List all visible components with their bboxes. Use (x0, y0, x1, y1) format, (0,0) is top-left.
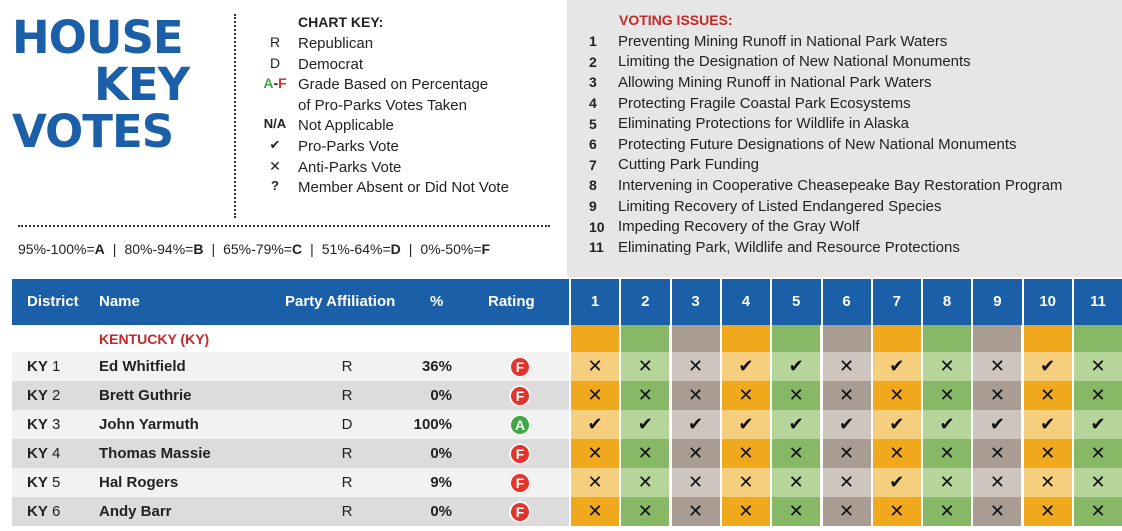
pro-parks-vote-icon: ✔ (871, 352, 921, 381)
key-row (252, 55, 562, 76)
rating-badge: A (509, 414, 531, 436)
anti-parks-vote-icon: ✕ (569, 352, 619, 381)
anti-parks-vote-icon: ✕ (670, 381, 720, 410)
key-symbol: ✔ (269, 136, 281, 152)
state-color-strip (921, 325, 971, 352)
issue-text: Preventing Mining Runoff in National Park Waters (618, 32, 948, 50)
issue-text: Protecting Fragile Coastal Park Ecosystems (618, 94, 911, 112)
district-state: KY (27, 445, 48, 462)
grade-scale (18, 241, 490, 257)
scale-grade: C (291, 241, 303, 257)
pro-parks-percentage: 100% (413, 416, 452, 433)
anti-parks-vote-icon: ✕ (1072, 381, 1122, 410)
table-row (12, 468, 1122, 497)
scale-range: 51%-64%= (321, 241, 391, 257)
anti-parks-vote-icon: ✕ (871, 439, 921, 468)
key-symbol (252, 75, 298, 91)
vote-column-header: 11 (1072, 279, 1122, 325)
anti-parks-vote-icon: ✕ (821, 468, 871, 497)
row-background (12, 468, 569, 497)
key-symbol: D (269, 54, 281, 71)
anti-parks-vote-icon: ✕ (569, 439, 619, 468)
row-background (12, 381, 569, 410)
scale-separator: | (310, 241, 314, 257)
key-text: Anti-Parks Vote (298, 158, 402, 176)
anti-parks-vote-icon: ✕ (1022, 439, 1072, 468)
party-affiliation: R (341, 445, 353, 462)
state-color-strip (619, 325, 669, 352)
scale-separator: | (112, 241, 117, 257)
row-background (12, 439, 569, 468)
pro-parks-vote-icon: ✔ (921, 410, 971, 439)
vote-column-header: 2 (619, 279, 669, 325)
pro-parks-vote-icon: ✔ (971, 410, 1021, 439)
anti-parks-vote-icon: ✕ (619, 497, 669, 526)
header-party: Party Affiliation (285, 293, 396, 310)
scale-separator: | (408, 241, 413, 257)
issue-number: 9 (589, 198, 597, 215)
vote-column-header: 4 (720, 279, 770, 325)
key-symbol: ? (271, 178, 279, 194)
scale-range: 0%-50%= (420, 241, 482, 257)
table-header (12, 279, 1122, 325)
anti-parks-vote-icon: ✕ (770, 439, 820, 468)
rating-badge: F (509, 501, 531, 523)
issue-number: 11 (589, 239, 604, 256)
key-text: Grade Based on Percentage (298, 76, 489, 94)
anti-parks-vote-icon: ✕ (921, 439, 971, 468)
key-row (252, 75, 562, 96)
anti-parks-vote-icon: ✕ (821, 381, 871, 410)
district-cell (27, 381, 60, 410)
anti-parks-vote-icon: ✕ (720, 381, 770, 410)
issue-text: Limiting Recovery of Listed Endangered Species (618, 197, 942, 215)
table-row (12, 352, 1122, 381)
state-color-strip (1022, 325, 1072, 352)
district-cell (27, 468, 60, 497)
voting-issue (589, 134, 1062, 155)
anti-parks-vote-icon: ✕ (1072, 352, 1122, 381)
pro-parks-vote-icon: ✔ (720, 410, 770, 439)
member-name: Brett Guthrie (99, 387, 192, 404)
anti-parks-vote-icon: ✕ (619, 439, 669, 468)
issue-number: 3 (589, 74, 597, 91)
pro-parks-vote-icon: ✔ (871, 468, 921, 497)
scale-range: 80%-94%= (124, 241, 194, 257)
state-color-strip (770, 325, 820, 352)
anti-parks-vote-icon: ✕ (619, 468, 669, 497)
vertical-divider (234, 14, 236, 218)
voting-issue (589, 113, 1062, 134)
anti-parks-vote-icon: ✕ (569, 497, 619, 526)
issue-text: Limiting the Designation of New National Monuments (618, 53, 971, 71)
anti-parks-vote-icon: ✕ (971, 381, 1021, 410)
anti-parks-vote-icon: ✕ (569, 381, 619, 410)
issue-number: 10 (589, 218, 605, 235)
anti-parks-vote-icon: ✕ (720, 497, 770, 526)
issue-number: 4 (589, 95, 597, 112)
rating-badge: F (509, 443, 531, 465)
district-number: 1 (52, 358, 61, 375)
state-label: KENTUCKY (KY) (99, 331, 210, 347)
anti-parks-vote-icon: ✕ (1072, 439, 1122, 468)
voting-issue (589, 155, 1062, 176)
table-row (12, 439, 1122, 468)
pro-parks-percentage: 0% (430, 503, 452, 520)
party-affiliation: R (341, 387, 353, 404)
party-affiliation: R (341, 358, 353, 375)
header-name: Name (99, 293, 140, 310)
issue-text: Cutting Park Funding (618, 156, 759, 174)
issue-text: Protecting Future Designations of New National Monuments (618, 135, 1017, 153)
voting-issue (589, 72, 1062, 93)
row-background (12, 410, 569, 439)
anti-parks-vote-icon: ✕ (971, 497, 1021, 526)
pro-parks-percentage: 36% (421, 358, 452, 375)
scale-grade: B (193, 241, 204, 257)
grade-a-letter: A (263, 75, 274, 92)
anti-parks-vote-icon: ✕ (971, 439, 1021, 468)
anti-parks-vote-icon: ✕ (871, 497, 921, 526)
voting-issue (589, 216, 1062, 237)
pro-parks-vote-icon: ✔ (871, 410, 921, 439)
anti-parks-vote-icon: ✕ (921, 381, 971, 410)
key-symbol: R (269, 34, 281, 50)
member-name: Thomas Massie (99, 445, 211, 462)
district-number: 4 (52, 445, 61, 462)
anti-parks-vote-icon: ✕ (971, 468, 1021, 497)
anti-parks-vote-icon: ✕ (921, 497, 971, 526)
state-color-strip (569, 325, 619, 352)
issue-number: 7 (589, 156, 597, 173)
anti-parks-vote-icon: ✕ (921, 352, 971, 381)
voting-issue (589, 196, 1062, 217)
district-number: 2 (52, 387, 61, 404)
district-state: KY (27, 358, 48, 375)
vote-column-header: 7 (871, 279, 921, 325)
header-pct: % (430, 293, 444, 310)
pro-parks-vote-icon: ✔ (670, 410, 720, 439)
voting-issue (589, 237, 1062, 258)
anti-parks-vote-icon: ✕ (670, 468, 720, 497)
horizontal-divider (18, 225, 550, 227)
district-number: 5 (52, 474, 61, 491)
issue-text: Allowing Mining Runoff in National Park Waters (618, 73, 932, 91)
district-state: KY (27, 474, 48, 491)
row-background (12, 497, 569, 526)
voting-issues-panel (567, 0, 1122, 277)
chart-key-title: CHART KEY: (298, 14, 384, 30)
rating-badge: F (509, 385, 531, 407)
anti-parks-vote-icon: ✕ (821, 352, 871, 381)
voting-issue (589, 175, 1062, 196)
anti-parks-vote-icon: ✕ (770, 468, 820, 497)
vote-column-header: 1 (569, 279, 619, 325)
anti-parks-vote-icon: ✕ (720, 439, 770, 468)
anti-parks-vote-icon: ✕ (1072, 497, 1122, 526)
key-text: Democrat (298, 55, 364, 73)
state-color-strip (971, 325, 1021, 352)
header-district: District (27, 293, 79, 310)
title-line-1: HOUSE (12, 11, 183, 64)
anti-parks-vote-icon: ✕ (821, 439, 871, 468)
voting-issue (589, 52, 1062, 73)
key-row (252, 34, 562, 55)
issue-number: 5 (589, 115, 597, 132)
district-cell (27, 410, 60, 439)
vote-column-header: 10 (1022, 279, 1072, 325)
row-background (12, 352, 569, 381)
table-row (12, 381, 1122, 410)
issue-text: Impeding Recovery of the Gray Wolf (618, 218, 860, 236)
grade-dash: - (273, 75, 279, 92)
anti-parks-vote-icon: ✕ (1022, 497, 1072, 526)
issue-number: 8 (589, 177, 597, 194)
title-line-2: KEY (94, 58, 190, 111)
anti-parks-vote-icon: ✕ (670, 352, 720, 381)
anti-parks-vote-icon: ✕ (720, 468, 770, 497)
key-row (252, 96, 562, 117)
anti-parks-vote-icon: ✕ (1022, 381, 1072, 410)
vote-column-header: 3 (670, 279, 720, 325)
pro-parks-vote-icon: ✔ (1022, 352, 1072, 381)
key-row (252, 137, 562, 158)
table-row (12, 497, 1122, 526)
pro-parks-percentage: 9% (430, 474, 452, 491)
pro-parks-vote-icon: ✔ (770, 410, 820, 439)
key-text: Republican (298, 35, 374, 52)
anti-parks-vote-icon: ✕ (921, 468, 971, 497)
district-cell (27, 439, 60, 468)
pro-parks-vote-icon: ✔ (1022, 410, 1072, 439)
header-rating: Rating (488, 293, 535, 310)
key-row (252, 178, 562, 199)
anti-parks-vote-icon: ✕ (619, 381, 669, 410)
state-color-strip (1072, 325, 1122, 352)
chart-key (252, 14, 562, 199)
anti-parks-vote-icon: ✕ (821, 497, 871, 526)
voting-issue (589, 93, 1062, 114)
anti-parks-vote-icon: ✕ (770, 497, 820, 526)
issue-number: 2 (589, 53, 597, 70)
pro-parks-percentage: 0% (430, 445, 452, 462)
voting-issues-title: VOTING ISSUES: (619, 12, 733, 28)
rating-badge: F (509, 472, 531, 494)
scale-grade: D (390, 241, 401, 257)
issue-text: Eliminating Park, Wildlife and Resource Protections (618, 238, 960, 256)
page-title (12, 11, 212, 158)
state-row (12, 325, 1122, 352)
state-color-strip (821, 325, 871, 352)
pro-parks-vote-icon: ✔ (770, 352, 820, 381)
key-row (252, 116, 562, 137)
scale-grade: F (481, 241, 491, 257)
key-text: Member Absent or Did Not Vote (298, 179, 509, 197)
member-name: Ed Whitfield (99, 358, 186, 375)
anti-parks-vote-icon: ✕ (569, 468, 619, 497)
scale-grade: A (94, 241, 105, 257)
member-name: Hal Rogers (99, 474, 179, 491)
voting-issues-list (589, 31, 1062, 258)
issue-text: Eliminating Protections for Wildlife in Alaska (618, 115, 909, 133)
district-number: 6 (52, 503, 61, 520)
state-color-strip (670, 325, 720, 352)
anti-parks-vote-icon: ✕ (1072, 468, 1122, 497)
issue-number: 1 (589, 33, 597, 50)
key-text: Not Applicable (298, 117, 394, 135)
anti-parks-vote-icon: ✕ (971, 352, 1021, 381)
district-state: KY (27, 416, 48, 433)
anti-parks-vote-icon: ✕ (1022, 468, 1072, 497)
district-state: KY (27, 503, 48, 520)
scale-separator: | (211, 241, 216, 257)
member-name: John Yarmuth (99, 416, 199, 433)
title-line-3: VOTES (12, 105, 174, 158)
state-color-strip (871, 325, 921, 352)
party-affiliation: D (341, 416, 353, 433)
anti-parks-vote-icon: ✕ (770, 381, 820, 410)
grade-f-letter: F (278, 75, 287, 92)
key-row (252, 158, 562, 179)
member-name: Andy Barr (99, 503, 172, 520)
vote-column-header: 8 (921, 279, 971, 325)
scale-range: 95%-100%= (18, 241, 95, 257)
anti-parks-vote-icon: ✕ (670, 439, 720, 468)
rating-badge: F (509, 356, 531, 378)
party-affiliation: R (341, 503, 353, 520)
district-cell (27, 497, 60, 526)
issue-text: Intervening in Cooperative Cheasepeake Bay Restoration Program (618, 176, 1063, 194)
key-text: of Pro-Parks Votes Taken (298, 96, 467, 114)
district-cell (27, 352, 60, 381)
pro-parks-vote-icon: ✔ (1072, 410, 1122, 439)
district-state: KY (27, 387, 48, 404)
pro-parks-vote-icon: ✔ (619, 410, 669, 439)
scale-range: 65%-79%= (223, 241, 292, 257)
anti-parks-vote-icon: ✕ (871, 381, 921, 410)
state-color-strip (720, 325, 770, 352)
key-text: Pro-Parks Vote (298, 137, 399, 155)
issue-number: 6 (589, 136, 597, 153)
district-number: 3 (52, 416, 61, 433)
pro-parks-vote-icon: ✔ (821, 410, 871, 439)
anti-parks-vote-icon: ✕ (670, 497, 720, 526)
anti-parks-vote-icon: ✕ (619, 352, 669, 381)
pro-parks-vote-icon: ✔ (569, 410, 619, 439)
key-symbol: ✕ (269, 157, 281, 174)
table-row (12, 410, 1122, 439)
voting-issue (589, 31, 1062, 52)
vote-column-header: 5 (770, 279, 820, 325)
pro-parks-percentage: 0% (430, 387, 452, 404)
vote-column-header: 9 (971, 279, 1021, 325)
vote-column-header: 6 (821, 279, 871, 325)
party-affiliation: R (341, 474, 353, 491)
key-symbol: N/A (263, 116, 287, 132)
pro-parks-vote-icon: ✔ (720, 352, 770, 381)
